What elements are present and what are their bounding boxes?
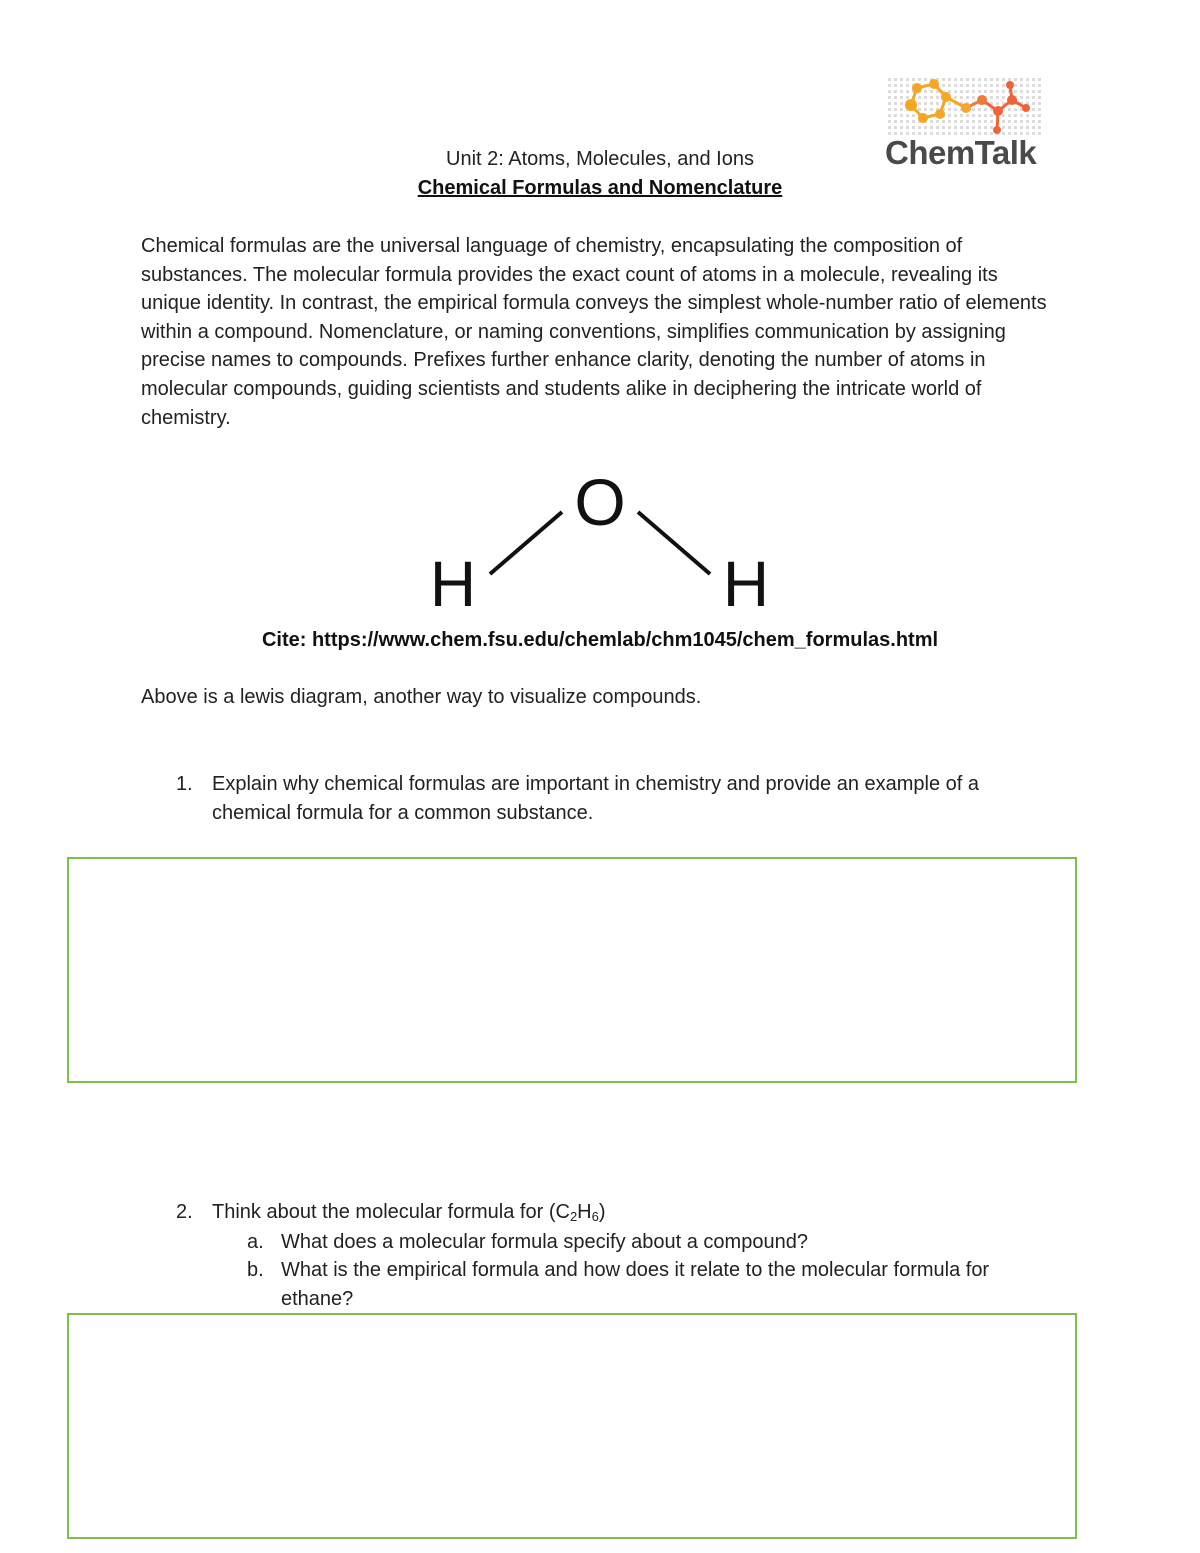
subquestion-a	[247, 1228, 1057, 1258]
lewis-atom-hydrogen-right: H	[722, 548, 770, 620]
unit-title: Unit 2: Atoms, Molecules, and Ions	[446, 148, 754, 170]
question-text: Explain why chemical formulas are important in chemistry and provide an example of a chemical formula for a common substance.	[212, 773, 980, 824]
answer-box-1[interactable]	[67, 857, 1077, 1083]
subquestion-b	[247, 1256, 1057, 1316]
answer-box-2[interactable]	[67, 1313, 1077, 1539]
subquestion-text: What does a molecular formula specify about a compound?	[281, 1231, 808, 1253]
lewis-diagram-water	[420, 462, 780, 622]
lewis-atom-oxygen: O	[574, 465, 626, 539]
subquestion-letter: b.	[247, 1259, 264, 1281]
question-number: 2.	[176, 1201, 193, 1223]
question-number: 1.	[176, 773, 193, 795]
subquestion-text: What is the empirical formula and how does it relate to the molecular formula for ethane?	[281, 1259, 990, 1310]
citation: Cite: https://www.chem.fsu.edu/chemlab/chm1045/chem_formulas.html	[261, 629, 939, 651]
logo-wordmark: ChemTalk	[885, 134, 1037, 171]
diagram-note: Above is a lewis diagram, another way to visualize compounds.	[141, 686, 702, 708]
subquestion-letter: a.	[247, 1231, 264, 1253]
lewis-atom-hydrogen-left: H	[429, 548, 477, 620]
lewis-bond-left	[490, 512, 562, 574]
question-1	[176, 770, 1056, 830]
intro-paragraph: Chemical formulas are the universal language of chemistry, encapsulating the composition of substances. The molecular formula provides the exact count of atoms in a molecule, revealing its unique identity. In contrast, the empirical formula conveys the simplest whole-number ratio of elements within a compound. Nomenclature, or naming conventions, simplifies communication by assigning precise names to compounds. Prefixes further enhance clarity, denoting the number of atoms in molecular compounds, guiding scientists and students alike in deciphering the intricate world of chemistry.	[141, 235, 1047, 429]
page-title: Chemical Formulas and Nomenclature	[417, 177, 783, 199]
question-text: Think about the molecular formula for $(C_2H_6)$	[212, 1201, 606, 1224]
lewis-bond-right	[638, 512, 710, 574]
